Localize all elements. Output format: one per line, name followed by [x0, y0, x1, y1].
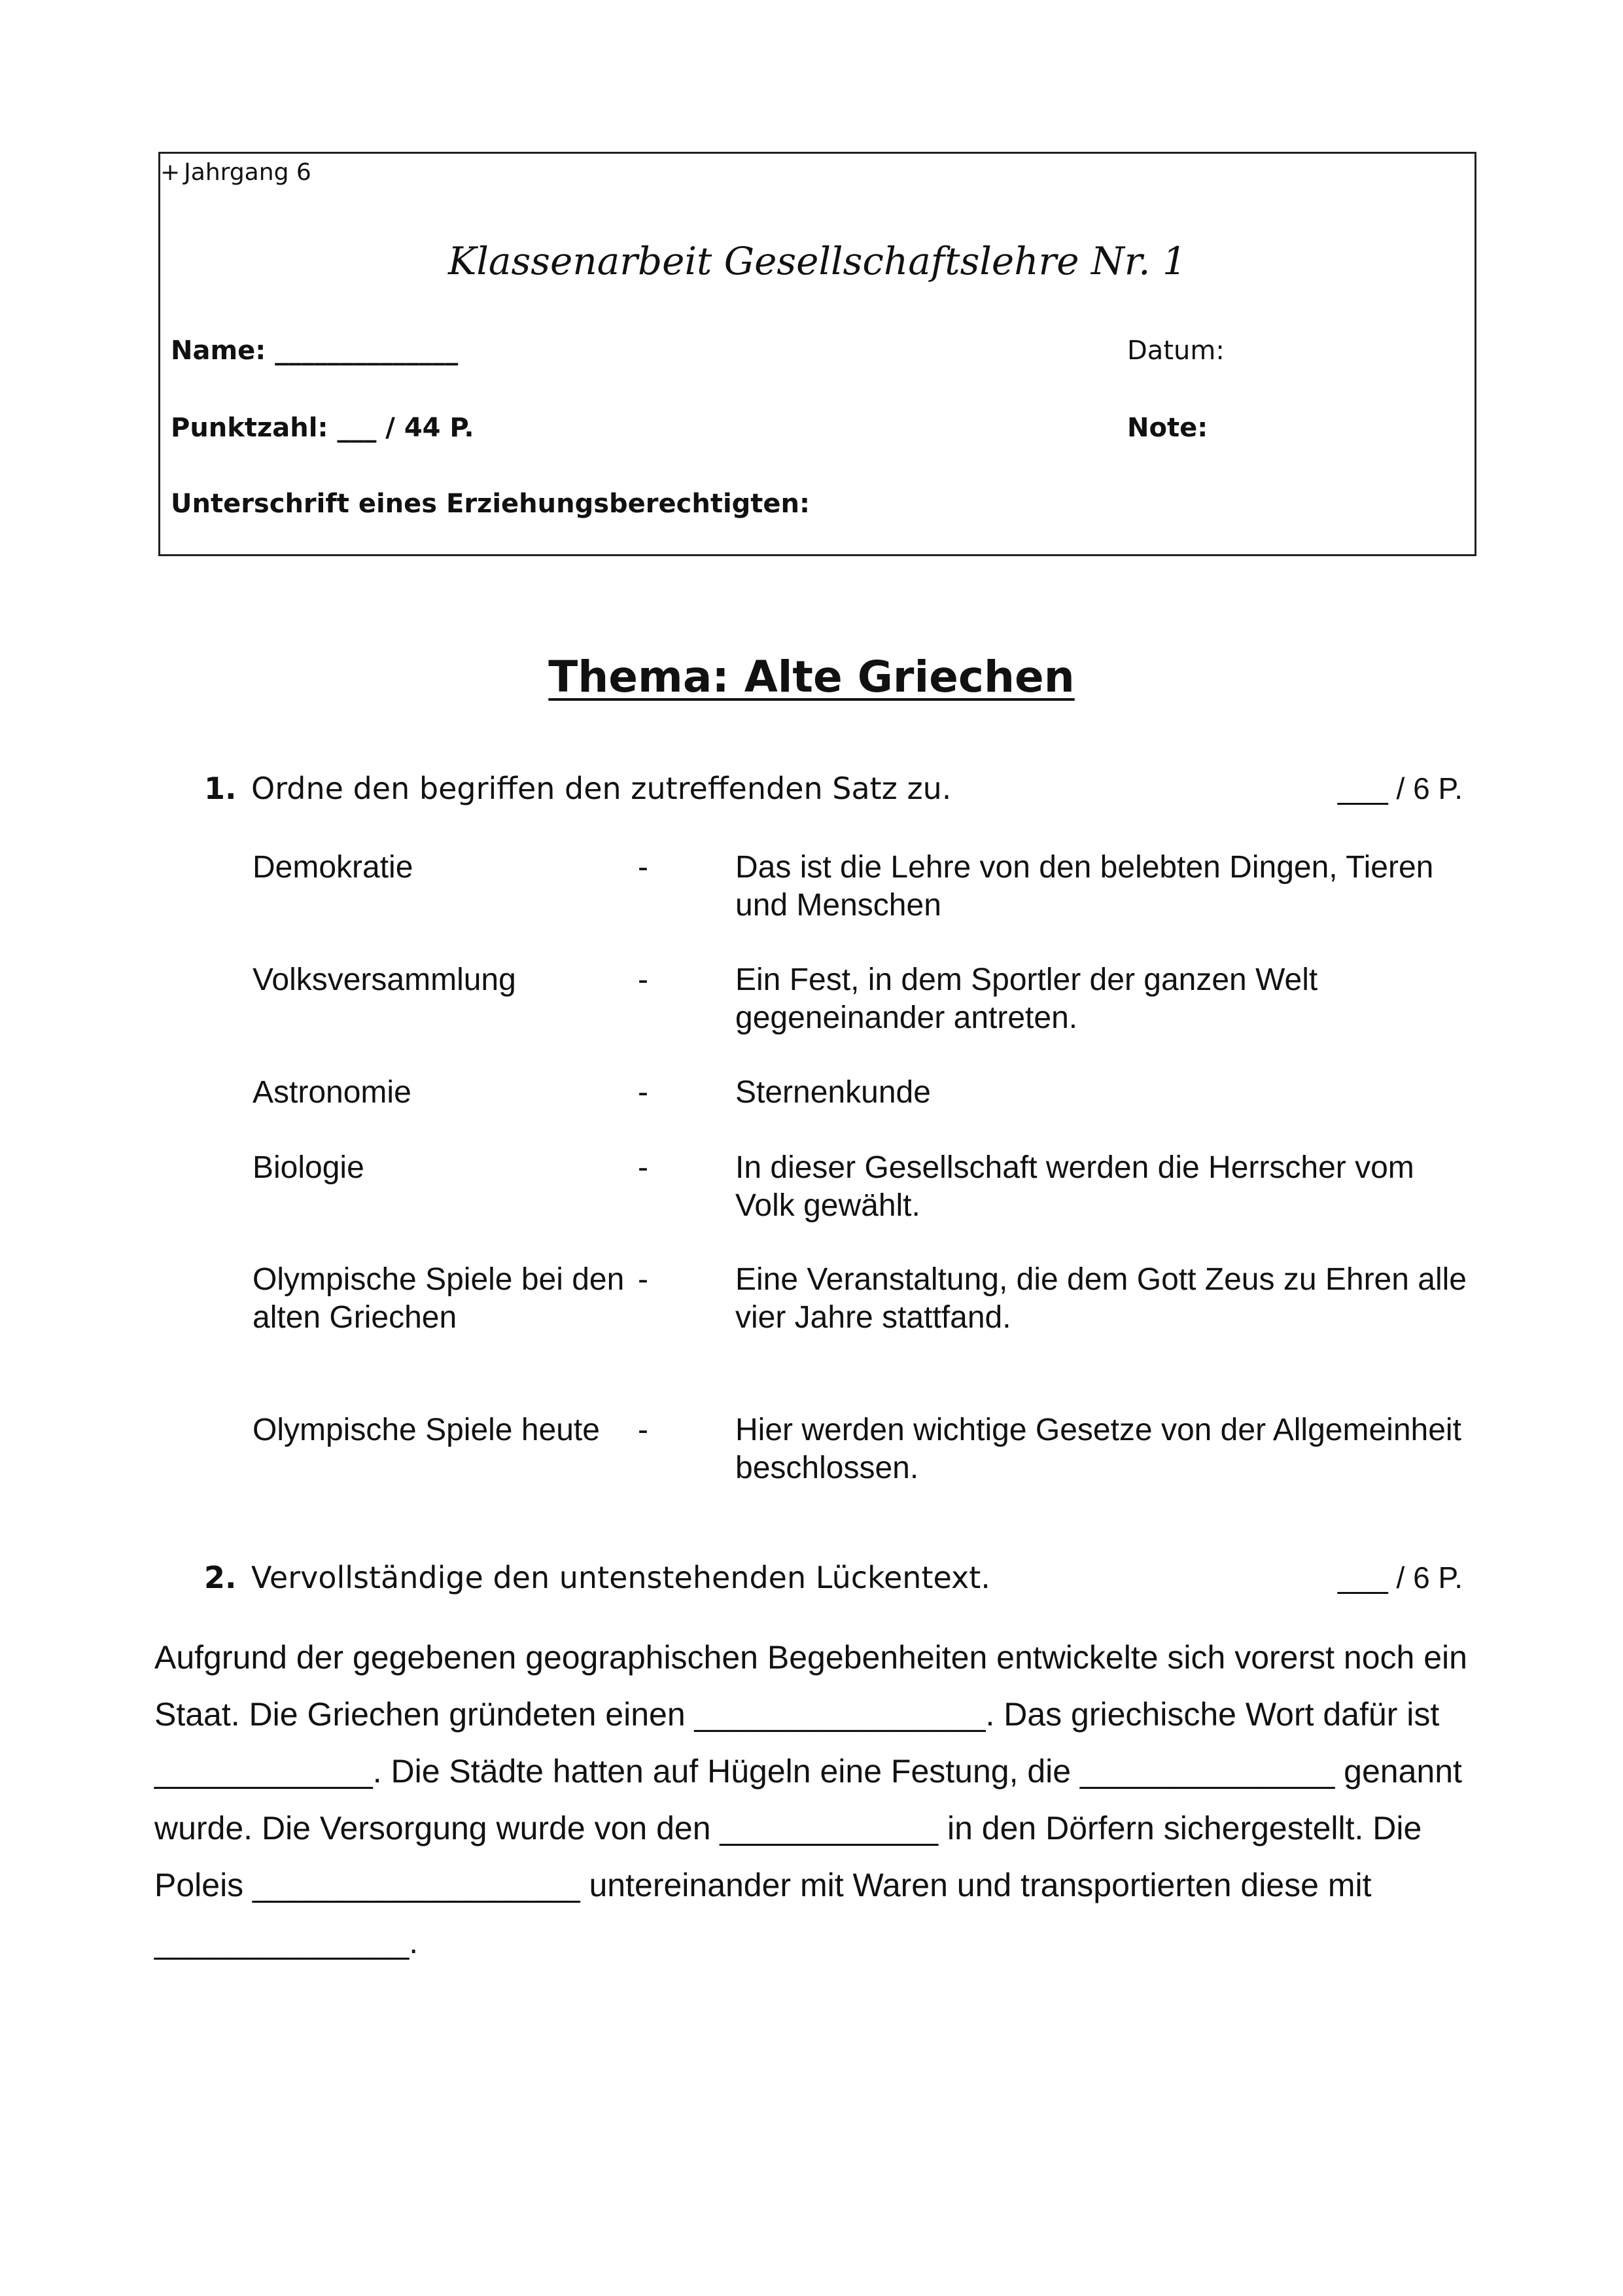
plus-mark: +: [160, 159, 181, 186]
task-2-instruction: Vervollständige den untenstehenden Lückentext.: [251, 1560, 990, 1595]
matching-term: Volksversammlung: [253, 963, 516, 997]
task-1-number: 1.: [204, 771, 237, 806]
matching-dash: -: [638, 1150, 648, 1185]
grade-field-label: Note:: [1127, 413, 1208, 443]
task-2-header: [204, 1560, 1463, 1595]
matching-term: Biologie: [253, 1150, 364, 1185]
topic-text: Thema: Alte Griechen: [548, 652, 1075, 702]
matching-term: Astronomie: [253, 1075, 411, 1110]
matching-definition: Sternenkunde: [735, 1075, 931, 1110]
date-field-label: Datum:: [1127, 336, 1225, 366]
topic-heading: [0, 652, 1623, 702]
task-2-points: ___ / 6 P.: [1338, 1561, 1463, 1595]
matching-dash: -: [638, 850, 648, 885]
task-1-header: [204, 771, 1463, 806]
exam-title: Klassenarbeit Gesellschaftslehre Nr. 1: [448, 239, 1187, 283]
matching-term: Olympische Spiele heute: [253, 1413, 600, 1447]
task-2-number: 2.: [204, 1560, 237, 1595]
exam-header-box: [158, 152, 1476, 556]
cloze-text: Aufgrund der gegebenen geographischen Begebenheiten entwickelte sich vorerst noch ein Staat. Die Griechen gründeten einen ________________. Das griechische Wort dafür ist ____________. Die Städte hatten auf Hügeln eine Festung, die ______________ genannt wurde. Die Versorgung wurde von den ____________ in den Dörfern sichergestellt. Die Poleis __________________ untereinander mit Waren und transportierten diese mit ______________.: [154, 1639, 1467, 1960]
task-1-points: ___ / 6 P.: [1338, 771, 1463, 805]
matching-dash: -: [638, 963, 648, 997]
grade-level: [160, 159, 311, 186]
matching-dash: -: [638, 1075, 648, 1110]
score-field-label: Punktzahl: ___ / 44 P.: [171, 413, 474, 443]
task-1-instruction: Ordne den begriffen den zutreffenden Satz zu.: [251, 771, 952, 806]
matching-definition: Ein Fest, in dem Sportler der ganzen Welt gegeneinander antreten.: [735, 963, 1318, 1035]
signature-field-label: Unterschrift eines Erziehungsberechtigten:: [171, 489, 811, 519]
matching-definition: Das ist die Lehre von den belebten Dingen, Tieren und Menschen: [735, 850, 1434, 923]
name-field-label: Name: ______________: [171, 336, 459, 366]
matching-term: Demokratie: [253, 850, 413, 885]
grade-text: Jahrgang 6: [184, 159, 311, 186]
matching-term: Olympische Spiele bei den alten Griechen: [253, 1262, 625, 1335]
matching-definition: In dieser Gesellschaft werden die Herrscher vom Volk gewählt.: [735, 1150, 1414, 1223]
matching-dash: -: [638, 1262, 648, 1297]
matching-dash: -: [638, 1413, 648, 1447]
matching-definition: Hier werden wichtige Gesetze von der Allgemeinheit beschlossen.: [735, 1413, 1461, 1485]
matching-definition: Eine Veranstaltung, die dem Gott Zeus zu Ehren alle vier Jahre stattfand.: [735, 1262, 1467, 1335]
